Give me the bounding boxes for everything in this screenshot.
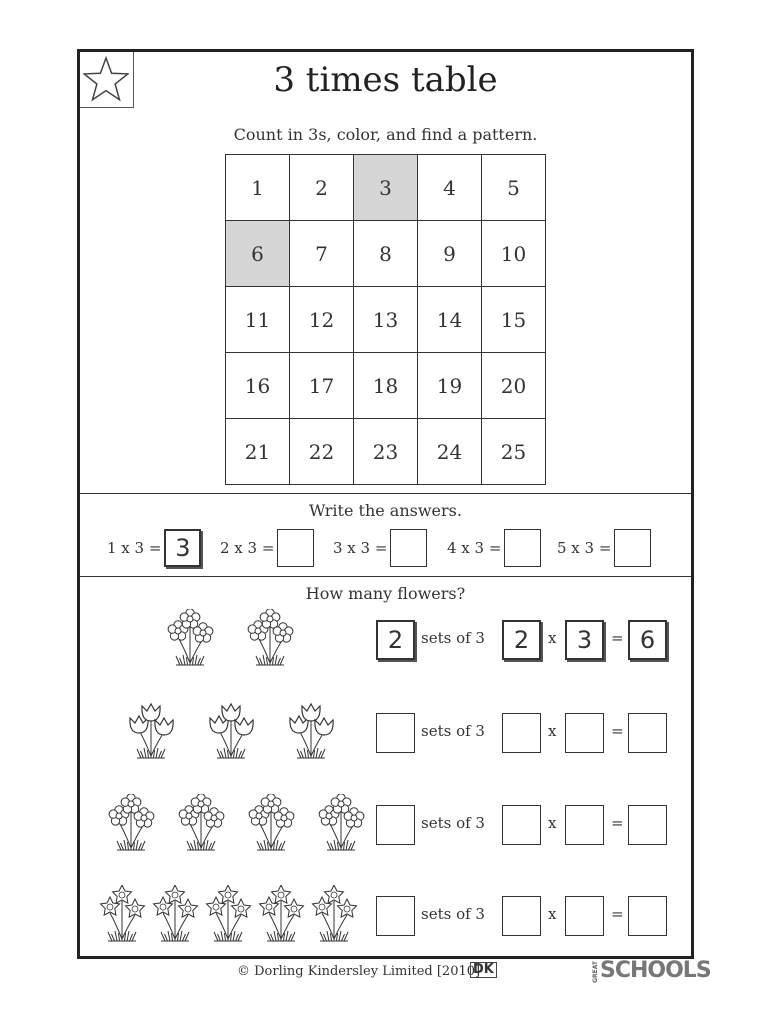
grid-cell[interactable]: 13 [354, 287, 418, 353]
flower-row [80, 609, 691, 669]
flower-illustration [100, 794, 372, 854]
dk-logo: DK [470, 962, 497, 978]
factor-a-box[interactable] [502, 896, 541, 936]
equation-label: 1 x 3 = [107, 539, 162, 557]
grid-cell[interactable]: 16 [226, 353, 290, 419]
sets-answer-box[interactable]: 2 [376, 620, 415, 660]
factor-b-box[interactable] [565, 896, 604, 936]
flowers-instruction: How many flowers? [305, 584, 466, 603]
equation-label: 3 x 3 = [333, 539, 388, 557]
grid-cell[interactable]: 3 [354, 155, 418, 221]
flower-row [80, 885, 691, 945]
grid-cell[interactable]: 9 [418, 221, 482, 287]
times-sign: x [548, 905, 557, 923]
answer-box[interactable] [390, 529, 427, 567]
sets-answer-box[interactable] [376, 896, 415, 936]
flower-illustration [160, 609, 300, 669]
grid-cell[interactable]: 24 [418, 419, 482, 485]
grid-cell[interactable]: 20 [482, 353, 546, 419]
grid-instruction: Count in 3s, color, and find a pattern. [233, 125, 538, 144]
flower-group-icon [100, 794, 372, 854]
equation-label: 2 x 3 = [220, 539, 275, 557]
equals-sign: = [611, 814, 624, 832]
grid-row [226, 353, 546, 419]
grid-cell[interactable]: 7 [290, 221, 354, 287]
grid-cell[interactable]: 22 [290, 419, 354, 485]
grid-row [226, 419, 546, 485]
grid-cell[interactable]: 4 [418, 155, 482, 221]
product-box[interactable] [628, 805, 667, 845]
grid-row [226, 287, 546, 353]
equation-row [80, 527, 691, 569]
sets-label: sets of 3 [421, 814, 485, 832]
grid-cell[interactable]: 21 [226, 419, 290, 485]
answer-box[interactable] [614, 529, 651, 567]
flower-group-icon [160, 609, 300, 669]
factor-a-box[interactable]: 2 [502, 620, 541, 660]
sets-label: sets of 3 [421, 905, 485, 923]
flower-illustration [115, 702, 347, 762]
sets-label: sets of 3 [421, 629, 485, 647]
factor-b-box[interactable] [565, 805, 604, 845]
factor-b-box[interactable]: 3 [565, 620, 604, 660]
product-box[interactable] [628, 713, 667, 753]
answer-box[interactable]: 3 [164, 529, 201, 567]
answer-box[interactable] [504, 529, 541, 567]
grid-cell[interactable]: 19 [418, 353, 482, 419]
grid-cell[interactable]: 8 [354, 221, 418, 287]
factor-b-box[interactable] [565, 713, 604, 753]
equation-label: 4 x 3 = [447, 539, 502, 557]
product-box[interactable] [628, 896, 667, 936]
equation [447, 527, 541, 569]
grid-cell[interactable]: 14 [418, 287, 482, 353]
equation [333, 527, 427, 569]
answers-instruction: Write the answers. [309, 501, 462, 520]
grid-row [226, 221, 546, 287]
equation [220, 527, 314, 569]
worksheet [77, 49, 694, 959]
grid-cell[interactable]: 18 [354, 353, 418, 419]
grid-cell[interactable]: 25 [482, 419, 546, 485]
page-title: 3 times table [273, 60, 498, 100]
factor-a-box[interactable] [502, 805, 541, 845]
sets-label: sets of 3 [421, 722, 485, 740]
divider [80, 576, 691, 577]
flower-group-icon [115, 702, 347, 762]
grid-cell[interactable]: 5 [482, 155, 546, 221]
flower-illustration [98, 885, 358, 945]
product-box[interactable]: 6 [628, 620, 667, 660]
grid-cell[interactable]: 6 [226, 221, 290, 287]
answer-box[interactable] [277, 529, 314, 567]
grid-cell[interactable]: 10 [482, 221, 546, 287]
copyright-text: © Dorling Kindersley Limited [2010] [237, 964, 481, 979]
times-sign: x [548, 722, 557, 740]
equation [107, 527, 201, 569]
sets-answer-box[interactable] [376, 713, 415, 753]
brand-small: GREAT [592, 961, 599, 983]
grid-cell[interactable]: 17 [290, 353, 354, 419]
sets-answer-box[interactable] [376, 805, 415, 845]
times-sign: x [548, 814, 557, 832]
equation [557, 527, 651, 569]
divider [80, 493, 691, 494]
equals-sign: = [611, 629, 624, 647]
flower-row [80, 702, 691, 762]
greatschools-logo [592, 958, 711, 983]
equation-label: 5 x 3 = [557, 539, 612, 557]
factor-a-box[interactable] [502, 713, 541, 753]
brand-name: SCHOOLS [600, 958, 711, 983]
hundred-grid [225, 154, 546, 485]
flower-group-icon [98, 885, 358, 945]
grid-cell[interactable]: 15 [482, 287, 546, 353]
flower-row [80, 794, 691, 854]
grid-cell[interactable]: 2 [290, 155, 354, 221]
grid-cell[interactable]: 23 [354, 419, 418, 485]
grid-cell[interactable]: 11 [226, 287, 290, 353]
times-sign: x [548, 629, 557, 647]
grid-row [226, 155, 546, 221]
grid-cell[interactable]: 1 [226, 155, 290, 221]
grid-cell[interactable]: 12 [290, 287, 354, 353]
equals-sign: = [611, 905, 624, 923]
equals-sign: = [611, 722, 624, 740]
